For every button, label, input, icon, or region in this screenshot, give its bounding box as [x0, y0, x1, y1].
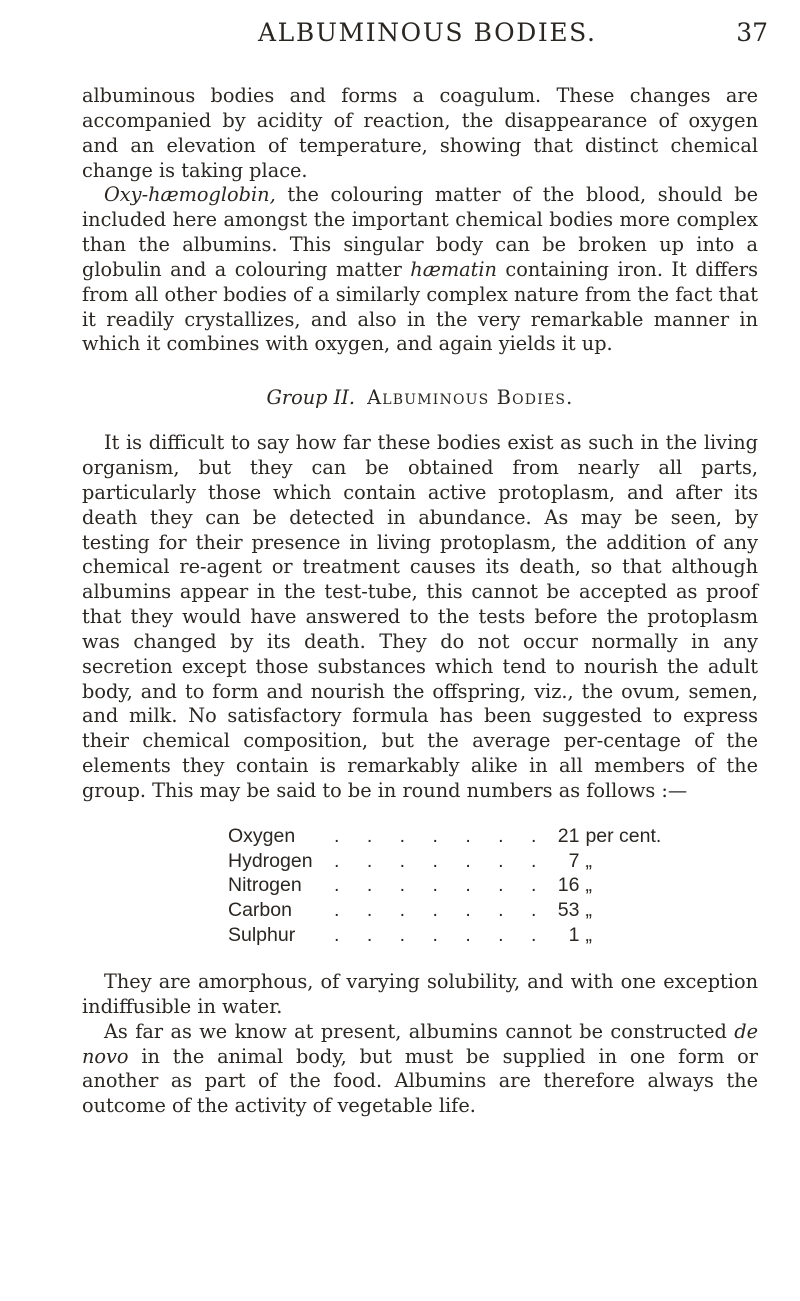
- composition-row: [228, 849, 661, 874]
- element-name: Nitrogen: [228, 874, 302, 897]
- paragraph-food-origin: [82, 1020, 758, 1119]
- paragraph-continuation: albuminous bodies and forms a coagulum. These changes are accompanied by acidity of reaction, the disappearance of oxygen and an elevation of temperature, showing that distinct chemical change is taking place.: [82, 84, 758, 182]
- term-de-novo: de novo: [82, 1019, 758, 1068]
- group-label: Group II.: [266, 386, 355, 410]
- running-head: ALBUMINOUS BODIES.: [258, 18, 597, 47]
- element-percentage: 16: [557, 874, 580, 897]
- element-percentage: 21: [557, 824, 580, 847]
- element-name: Oxygen: [228, 824, 296, 847]
- ditto-mark: „: [585, 924, 592, 947]
- ditto-mark: „: [585, 874, 592, 897]
- composition-row: [228, 873, 661, 898]
- paragraph-albuminous-bodies: It is difficult to say how far these bodies exist as such in the living organism, but they can be obtained from nearly all parts, particularly those which contain active protoplasm, and after its death they can be detected in abundance. As may be seen, by testing for their presence in living protoplasm, the addition of any chemical re-agent or treatment causes its death, so that although albumins appear in the test-tube, this cannot be accepted as proof that they would have answered to the tests before the protoplasm was changed by its death. They do not occur normally in any secretion except those substances which tend to nourish the adult body, and to form and nourish the offspring, viz., the ovum, semen, and milk. No satisfactory formula has been suggested to express their chemical composition, but the average per-centage of the elements they contain is remarkably alike in all members of the group. This may be said to be in round numbers as follows :—: [82, 431, 758, 802]
- ditto-mark: „: [585, 899, 592, 922]
- paragraph-text: As far as we know at present, albumins cannot be constructed: [104, 1019, 735, 1043]
- leader-dots: . . . . . . .: [334, 924, 548, 947]
- paragraph-oxyhaemoglobin: [82, 183, 758, 357]
- page-number: 37: [736, 18, 768, 47]
- leader-dots: . . . . . . .: [334, 874, 548, 897]
- element-percentage: 1: [568, 924, 580, 947]
- group-title: Albuminous Bodies.: [367, 386, 574, 410]
- page-body: [82, 84, 758, 1119]
- element-name: Carbon: [228, 899, 292, 922]
- term-haematin: hæmatin: [410, 257, 497, 281]
- paragraph-text: containing iron. It differs from all other bodies of a similarly complex nature from the fact that it readily crystallizes, and also in the very remarkable manner in which it combines with oxygen, and again yields it up.: [82, 257, 758, 356]
- section-heading: [82, 386, 758, 411]
- composition-row: [228, 923, 661, 948]
- paragraph-text: the colouring matter of the blood, should be included here amongst the important chemical bodies more complex than the albumins. This singular body can be broken up into a globulin and a colouring matter: [82, 183, 758, 281]
- composition-row: [228, 898, 661, 923]
- element-name: Hydrogen: [228, 849, 313, 872]
- composition-table: [228, 824, 661, 948]
- composition-row: [228, 824, 661, 849]
- element-name: Sulphur: [228, 924, 296, 947]
- ditto-mark: „: [585, 849, 592, 872]
- percentage-unit: per cent.: [585, 824, 662, 847]
- page-header: [0, 18, 800, 58]
- element-percentage: 7: [568, 849, 580, 872]
- paragraph-text: in the animal body, but must be supplied in one form or another as part of the food. Albumins are therefore always the outcome of the activity of vegetable life.: [82, 1044, 758, 1118]
- element-percentage: 53: [557, 899, 580, 922]
- term-oxyhaemoglobin: Oxy-hæmoglobin,: [104, 183, 276, 207]
- leader-dots: . . . . . . .: [334, 824, 548, 847]
- leader-dots: . . . . . . .: [334, 849, 548, 872]
- paragraph-properties: They are amorphous, of varying solubility, and with one exception indiffusible in water.: [82, 970, 758, 1018]
- leader-dots: . . . . . . .: [334, 899, 548, 922]
